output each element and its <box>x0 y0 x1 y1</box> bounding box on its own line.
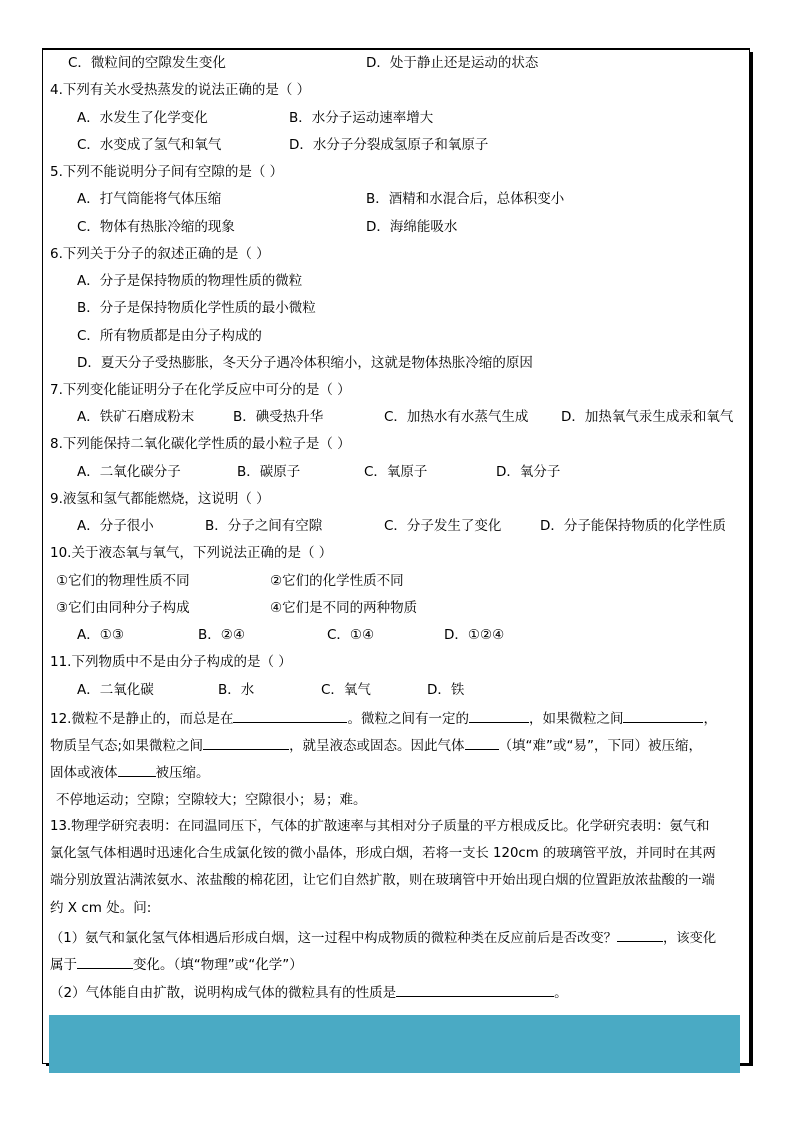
q12-blank-2[interactable] <box>469 708 529 723</box>
q3-option-c: C．微粒间的空隙发生变化 <box>68 55 226 71</box>
q6-option-a: A．分子是保持物质的物理性质的微粒 <box>77 273 303 289</box>
q5-option-b: B．酒精和水混合后，总体积变小 <box>366 191 565 207</box>
q12-blank-4[interactable] <box>203 735 289 750</box>
q6-stem: 6.下列关于分子的叙述正确的是（ ） <box>50 246 270 262</box>
q12-text-4: ， <box>703 711 717 727</box>
q13-sub2-line <box>50 982 568 1002</box>
q13-sub1-text-a: （1）氨气和氯化氢气体相遇后形成白烟，这一过程中构成物质的微粒种类在反应前后是否改变？ <box>50 931 617 946</box>
q13-sub1-text-d: 变化。（填“物理”或“化学”） <box>133 957 303 973</box>
q7-option-c: C．加热水有水蒸气生成 <box>384 409 529 425</box>
q12-text-5: 物质呈气态;如果微粒之间 <box>50 738 204 754</box>
q9-stem: 9.液氢和氢气都能燃烧，这说明（ ） <box>50 491 270 507</box>
q12-blank-3[interactable] <box>623 708 703 723</box>
q11-option-d: D．铁 <box>427 682 465 698</box>
q13-line-4: 约 X cm 处。问: <box>50 900 152 916</box>
q10-option-a: A．①③ <box>77 627 124 643</box>
q12-answer: 不停地运动；空隙；空隙较大；空隙很小；易；难。 <box>56 792 367 808</box>
q11-option-b: B．水 <box>218 682 255 698</box>
q13-sub2-text-b: 。 <box>554 985 568 1001</box>
q12-blank-1[interactable] <box>233 708 347 723</box>
q7-stem: 7.下列变化能证明分子在化学反应中可分的是（ ） <box>50 382 351 398</box>
q3-option-d: D．处于静止还是运动的状态 <box>366 55 539 71</box>
q9-option-c: C．分子发生了变化 <box>384 518 502 534</box>
q4-option-c: C．水变成了氢气和氧气 <box>77 137 222 153</box>
q12-text-2: 。微粒之间有一定的 <box>347 711 469 727</box>
q13-line-3: 端分别放置沾满浓氨水、浓盐酸的棉花团，让它们自然扩散，则在玻璃管中开始出现白烟的位置距放浓盐酸的一端 <box>50 873 715 888</box>
q13-sub2-text-a: （2）气体能自由扩散，说明构成气体的微粒具有的性质是 <box>50 985 397 1001</box>
q10-statement-2: ②它们的化学性质不同 <box>270 573 404 589</box>
q7-option-b: B．碘受热升华 <box>233 409 324 425</box>
q10-statement-3: ③它们由同种分子构成 <box>56 600 190 616</box>
q12-text-1: 12.微粒不是静止的，而总是在 <box>50 711 234 727</box>
q13-sub1-text-c: 属于 <box>50 957 77 973</box>
q7-option-a: A．铁矿石磨成粉末 <box>77 409 195 425</box>
q12-line-2 <box>50 735 702 755</box>
q12-line-3 <box>50 762 210 782</box>
q12-text-6: ，就呈液态或固态。因此气体 <box>289 738 465 754</box>
q10-option-c: C．①④ <box>327 627 375 643</box>
footer-color-bar <box>49 1015 740 1073</box>
q10-option-b: B．②④ <box>198 627 245 643</box>
q13-line-2: 氯化氢气体相遇时迅速化合生成氯化铵的微小晶体，形成白烟，若将一支长 120cm 的玻璃管平放，并同时在其两 <box>50 846 716 861</box>
q11-option-a: A．二氧化碳 <box>77 682 154 698</box>
q5-option-c: C．物体有热胀冷缩的现象 <box>77 219 235 235</box>
q10-statement-4: ④它们是不同的两种物质 <box>270 600 418 616</box>
q8-option-b: B．碳原子 <box>237 464 301 480</box>
q13-blank-1[interactable] <box>617 927 663 942</box>
q4-option-d: D．水分子分裂成氢原子和氧原子 <box>289 137 489 153</box>
q11-option-c: C．氧气 <box>321 682 371 698</box>
q13-sub1-line-1 <box>50 927 716 948</box>
q13-sub1-line-2 <box>50 954 303 974</box>
q6-option-b: B．分子是保持物质化学性质的最小微粒 <box>77 300 316 316</box>
q12-text-9: 被压缩。 <box>155 765 210 781</box>
q11-stem: 11.下列物质中不是由分子构成的是（ ） <box>50 654 292 670</box>
q8-stem: 8.下列能保持二氧化碳化学性质的最小粒子是（ ） <box>50 436 351 452</box>
q7-option-d: D．加热氧气汞生成汞和氧气 <box>561 409 734 425</box>
q8-option-a: A．二氧化碳分子 <box>77 464 181 480</box>
q5-option-d: D．海绵能吸水 <box>366 219 458 235</box>
frame-shadow-right <box>750 52 753 1066</box>
q13-blank-3[interactable] <box>396 982 554 997</box>
q4-option-a: A．水发生了化学变化 <box>77 110 208 126</box>
q9-option-d: D．分子能保持物质的化学性质 <box>540 518 726 534</box>
q9-option-a: A．分子很小 <box>77 518 154 534</box>
q12-text-3: ，如果微粒之间 <box>528 711 624 727</box>
q8-option-c: C．氧原子 <box>364 464 428 480</box>
q12-line-1 <box>50 708 717 728</box>
q10-option-d: D．①②④ <box>444 627 505 643</box>
q4-stem: 4.下列有关水受热蒸发的说法正确的是（ ） <box>50 82 311 98</box>
q5-stem: 5.下列不能说明分子间有空隙的是（ ） <box>50 164 284 180</box>
q13-line-1: 13.物理学研究表明：在同温同压下，气体的扩散速率与其相对分子质量的平方根成反比。化学研究表明：氨气和 <box>50 819 710 834</box>
q9-option-b: B．分子之间有空隙 <box>205 518 323 534</box>
q12-blank-5[interactable] <box>465 735 499 750</box>
q13-sub1-text-b: ，该变化 <box>662 931 717 946</box>
q10-stem: 10.关于液态氧与氧气，下列说法正确的是（ ） <box>50 545 333 561</box>
q12-text-8: 固体或液体 <box>50 765 118 781</box>
q8-option-d: D．氧分子 <box>496 464 561 480</box>
q5-option-a: A．打气筒能将气体压缩 <box>77 191 222 207</box>
q6-option-d: D．夏天分子受热膨胀，冬天分子遇冷体积缩小，这就是物体热胀冷缩的原因 <box>77 355 533 371</box>
q10-statement-1: ①它们的物理性质不同 <box>56 573 190 589</box>
q13-blank-2[interactable] <box>77 954 133 969</box>
q12-blank-6[interactable] <box>118 762 156 777</box>
q6-option-c: C．所有物质都是由分子构成的 <box>77 328 262 344</box>
q4-option-b: B．水分子运动速率增大 <box>289 110 434 126</box>
q12-text-7: （填“难”或“易”，下同）被压缩， <box>498 738 703 754</box>
